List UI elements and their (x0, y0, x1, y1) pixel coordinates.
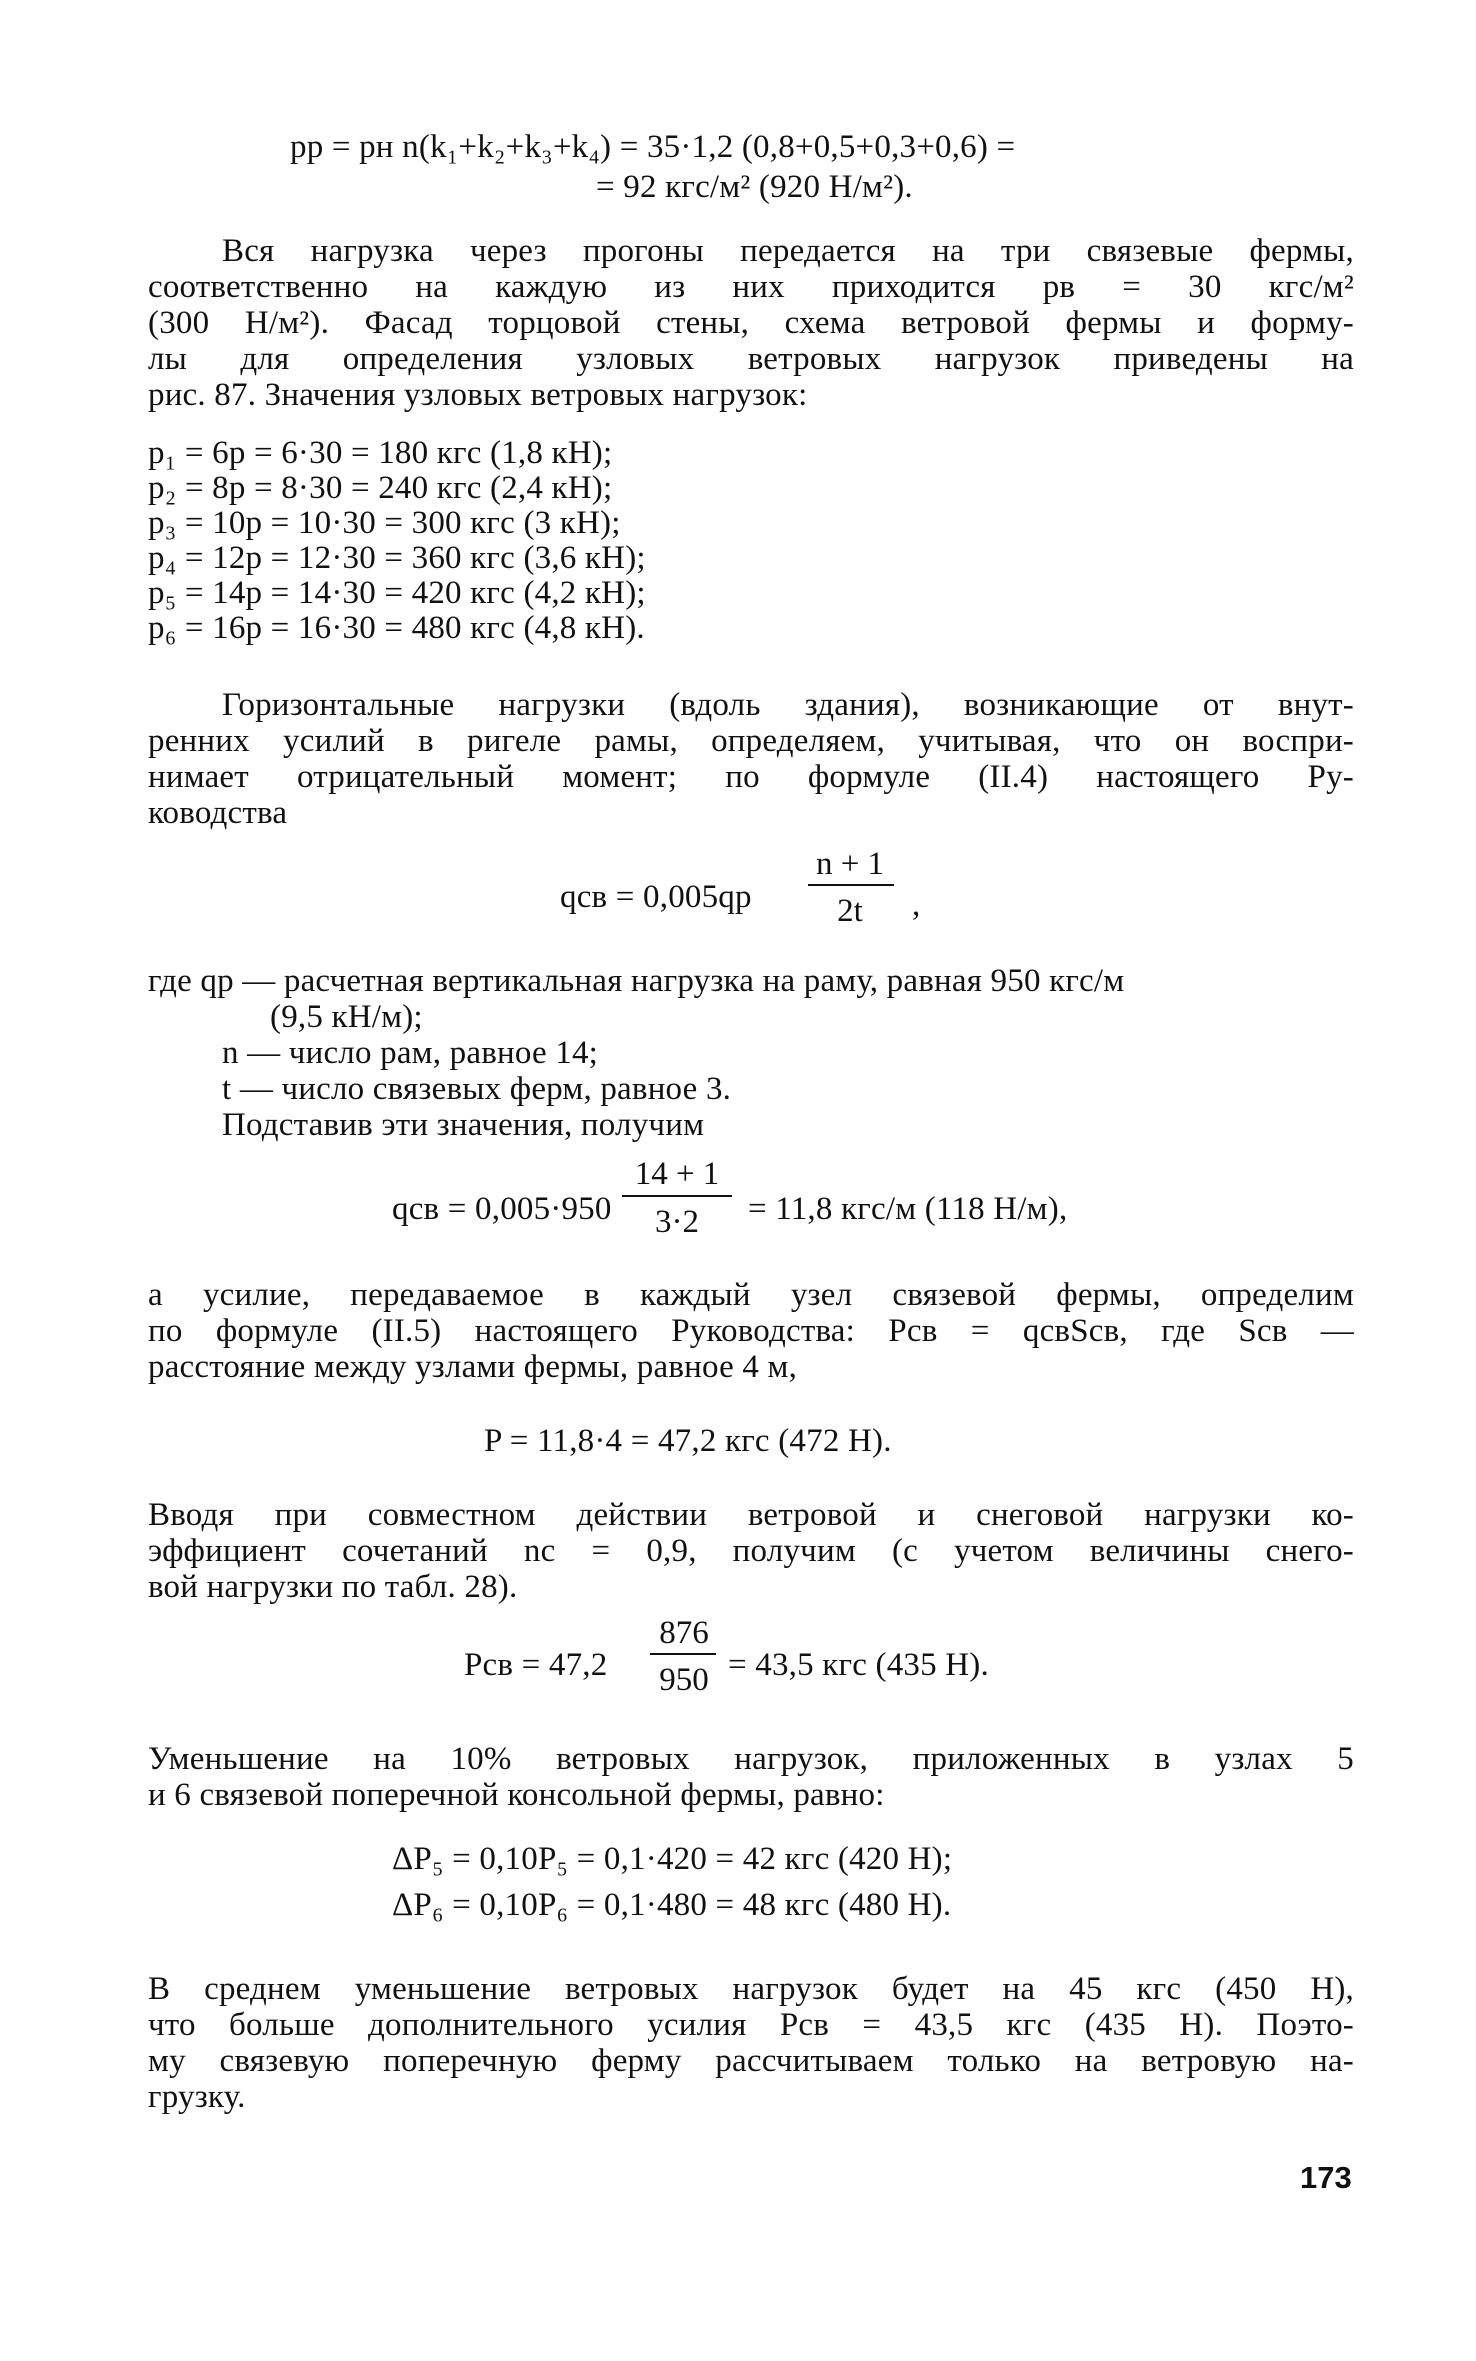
para6-line: му связевую поперечную ферму рассчитываем только на ветровую на- (148, 2043, 1354, 2079)
fraction-bar (650, 1653, 716, 1655)
para1-line: рис. 87. Значения узловых ветровых нагрузок: (148, 377, 808, 413)
para1-line: соответственно на каждую из них приходится pв = 30 кгс/м² (148, 269, 1354, 305)
para5-line: Уменьшение на 10% ветровых нагрузок, приложенных в узлах 5 (148, 1741, 1354, 1777)
para2-line: ренних усилий в ригеле рамы, определяем, учитывая, что он воспри- (148, 723, 1354, 759)
load-item: p₃ = 10p = 10·30 = 300 кгс (3 кН); (148, 505, 621, 541)
load-item: p₂ = 8p = 8·30 = 240 кгс (2,4 кН); (148, 470, 613, 506)
para6-line: что больше дополнительного усилия Pсв = 43,5 кгс (435 Н). Поэто- (148, 2007, 1354, 2043)
formula-pcb-denominator: 950 (659, 1662, 709, 1698)
where-line: Подставив эти значения, получим (222, 1107, 705, 1143)
formula-qcb2-numerator: 14 + 1 (634, 1156, 720, 1192)
formula-qcb-tail: , (912, 887, 921, 923)
formula-pcb-left: Pсв = 47,2 (464, 1647, 608, 1683)
load-item: p₄ = 12p = 12·30 = 360 кгс (3,6 кН); (148, 540, 646, 576)
para6-line: грузку. (148, 2079, 246, 2115)
load-item: p₅ = 14p = 14·30 = 420 кгс (4,2 кН); (148, 575, 646, 611)
where-line: где qр — расчетная вертикальная нагрузка на раму, равная 950 кгс/м (148, 963, 1125, 999)
formula-pcb-right: = 43,5 кгс (435 Н). (728, 1647, 989, 1683)
where-line: t — число связевых ферм, равное 3. (222, 1071, 732, 1107)
para4-line: эффициент сочетаний nс = 0,9, получим (с учетом величины снего- (148, 1533, 1354, 1569)
page-number: 173 (1300, 2160, 1352, 2195)
load-item: p₁ = 6p = 6·30 = 180 кгс (1,8 кН); (148, 435, 613, 471)
formula-qcb-denominator: 2t (837, 893, 863, 929)
formula-pcb-numerator: 876 (659, 1615, 709, 1651)
where-line: n — число рам, равное 14; (222, 1035, 599, 1071)
formula-qcb2-right: = 11,8 кгс/м (118 Н/м), (748, 1191, 1068, 1227)
formula-pp-line2: = 92 кгс/м² (920 Н/м²). (596, 169, 913, 205)
delta-p5: ΔP₅ = 0,10P₅ = 0,1·420 = 42 кгс (420 Н); (392, 1841, 953, 1877)
formula-qcb-numerator: n + 1 (815, 846, 885, 882)
para4-line: Вводя при совместном действии ветровой и снеговой нагрузки ко- (148, 1497, 1354, 1533)
para6-line: В среднем уменьшение ветровых нагрузок будет на 45 кгс (450 Н), (148, 1971, 1354, 2007)
para4-line: вой нагрузки по табл. 28). (148, 1569, 518, 1605)
delta-p6: ΔP₆ = 0,10P₆ = 0,1·480 = 48 кгс (480 Н). (392, 1887, 952, 1923)
formula-pp-line1: pр = pн n(k₁+k₂+k₃+k₄) = 35·1,2 (0,8+0,5+0,3+0,6) = (290, 129, 1016, 165)
formula-qcb2-left: qсв = 0,005·950 (392, 1191, 612, 1227)
para3-line: по формуле (II.5) настоящего Руководства: Pсв = qсвSсв, где Sсв — (148, 1313, 1354, 1349)
para1-line: (300 Н/м²). Фасад торцовой стены, схема ветровой фермы и форму- (148, 305, 1354, 341)
formula-qcb-left: qсв = 0,005qр (560, 879, 752, 915)
where-line: (9,5 кН/м); (270, 999, 423, 1035)
para2-line: нимает отрицательный момент; по формуле (II.4) настоящего Ру- (148, 759, 1354, 795)
para2-line: ководства (148, 795, 288, 831)
load-item: p₆ = 16p = 16·30 = 480 кгс (4,8 кН). (148, 610, 645, 646)
fraction-bar (808, 884, 894, 886)
para3-line: расстояние между узлами фермы, равное 4 м, (148, 1349, 798, 1385)
para1-line: Вся нагрузка через прогоны передается на три связевые фермы, (222, 233, 1354, 269)
para3-line: а усилие, передаваемое в каждый узел связевой фермы, определим (148, 1277, 1354, 1313)
para1-line: лы для определения узловых ветровых нагрузок приведены на (148, 341, 1354, 377)
para5-line: и 6 связевой поперечной консольной фермы, равно: (148, 1777, 885, 1813)
fraction-bar (622, 1195, 732, 1197)
formula-qcb2-denominator: 3·2 (655, 1204, 699, 1240)
formula-p: P = 11,8·4 = 47,2 кгс (472 Н). (484, 1423, 892, 1459)
para2-line: Горизонтальные нагрузки (вдоль здания), возникающие от внут- (222, 687, 1354, 723)
